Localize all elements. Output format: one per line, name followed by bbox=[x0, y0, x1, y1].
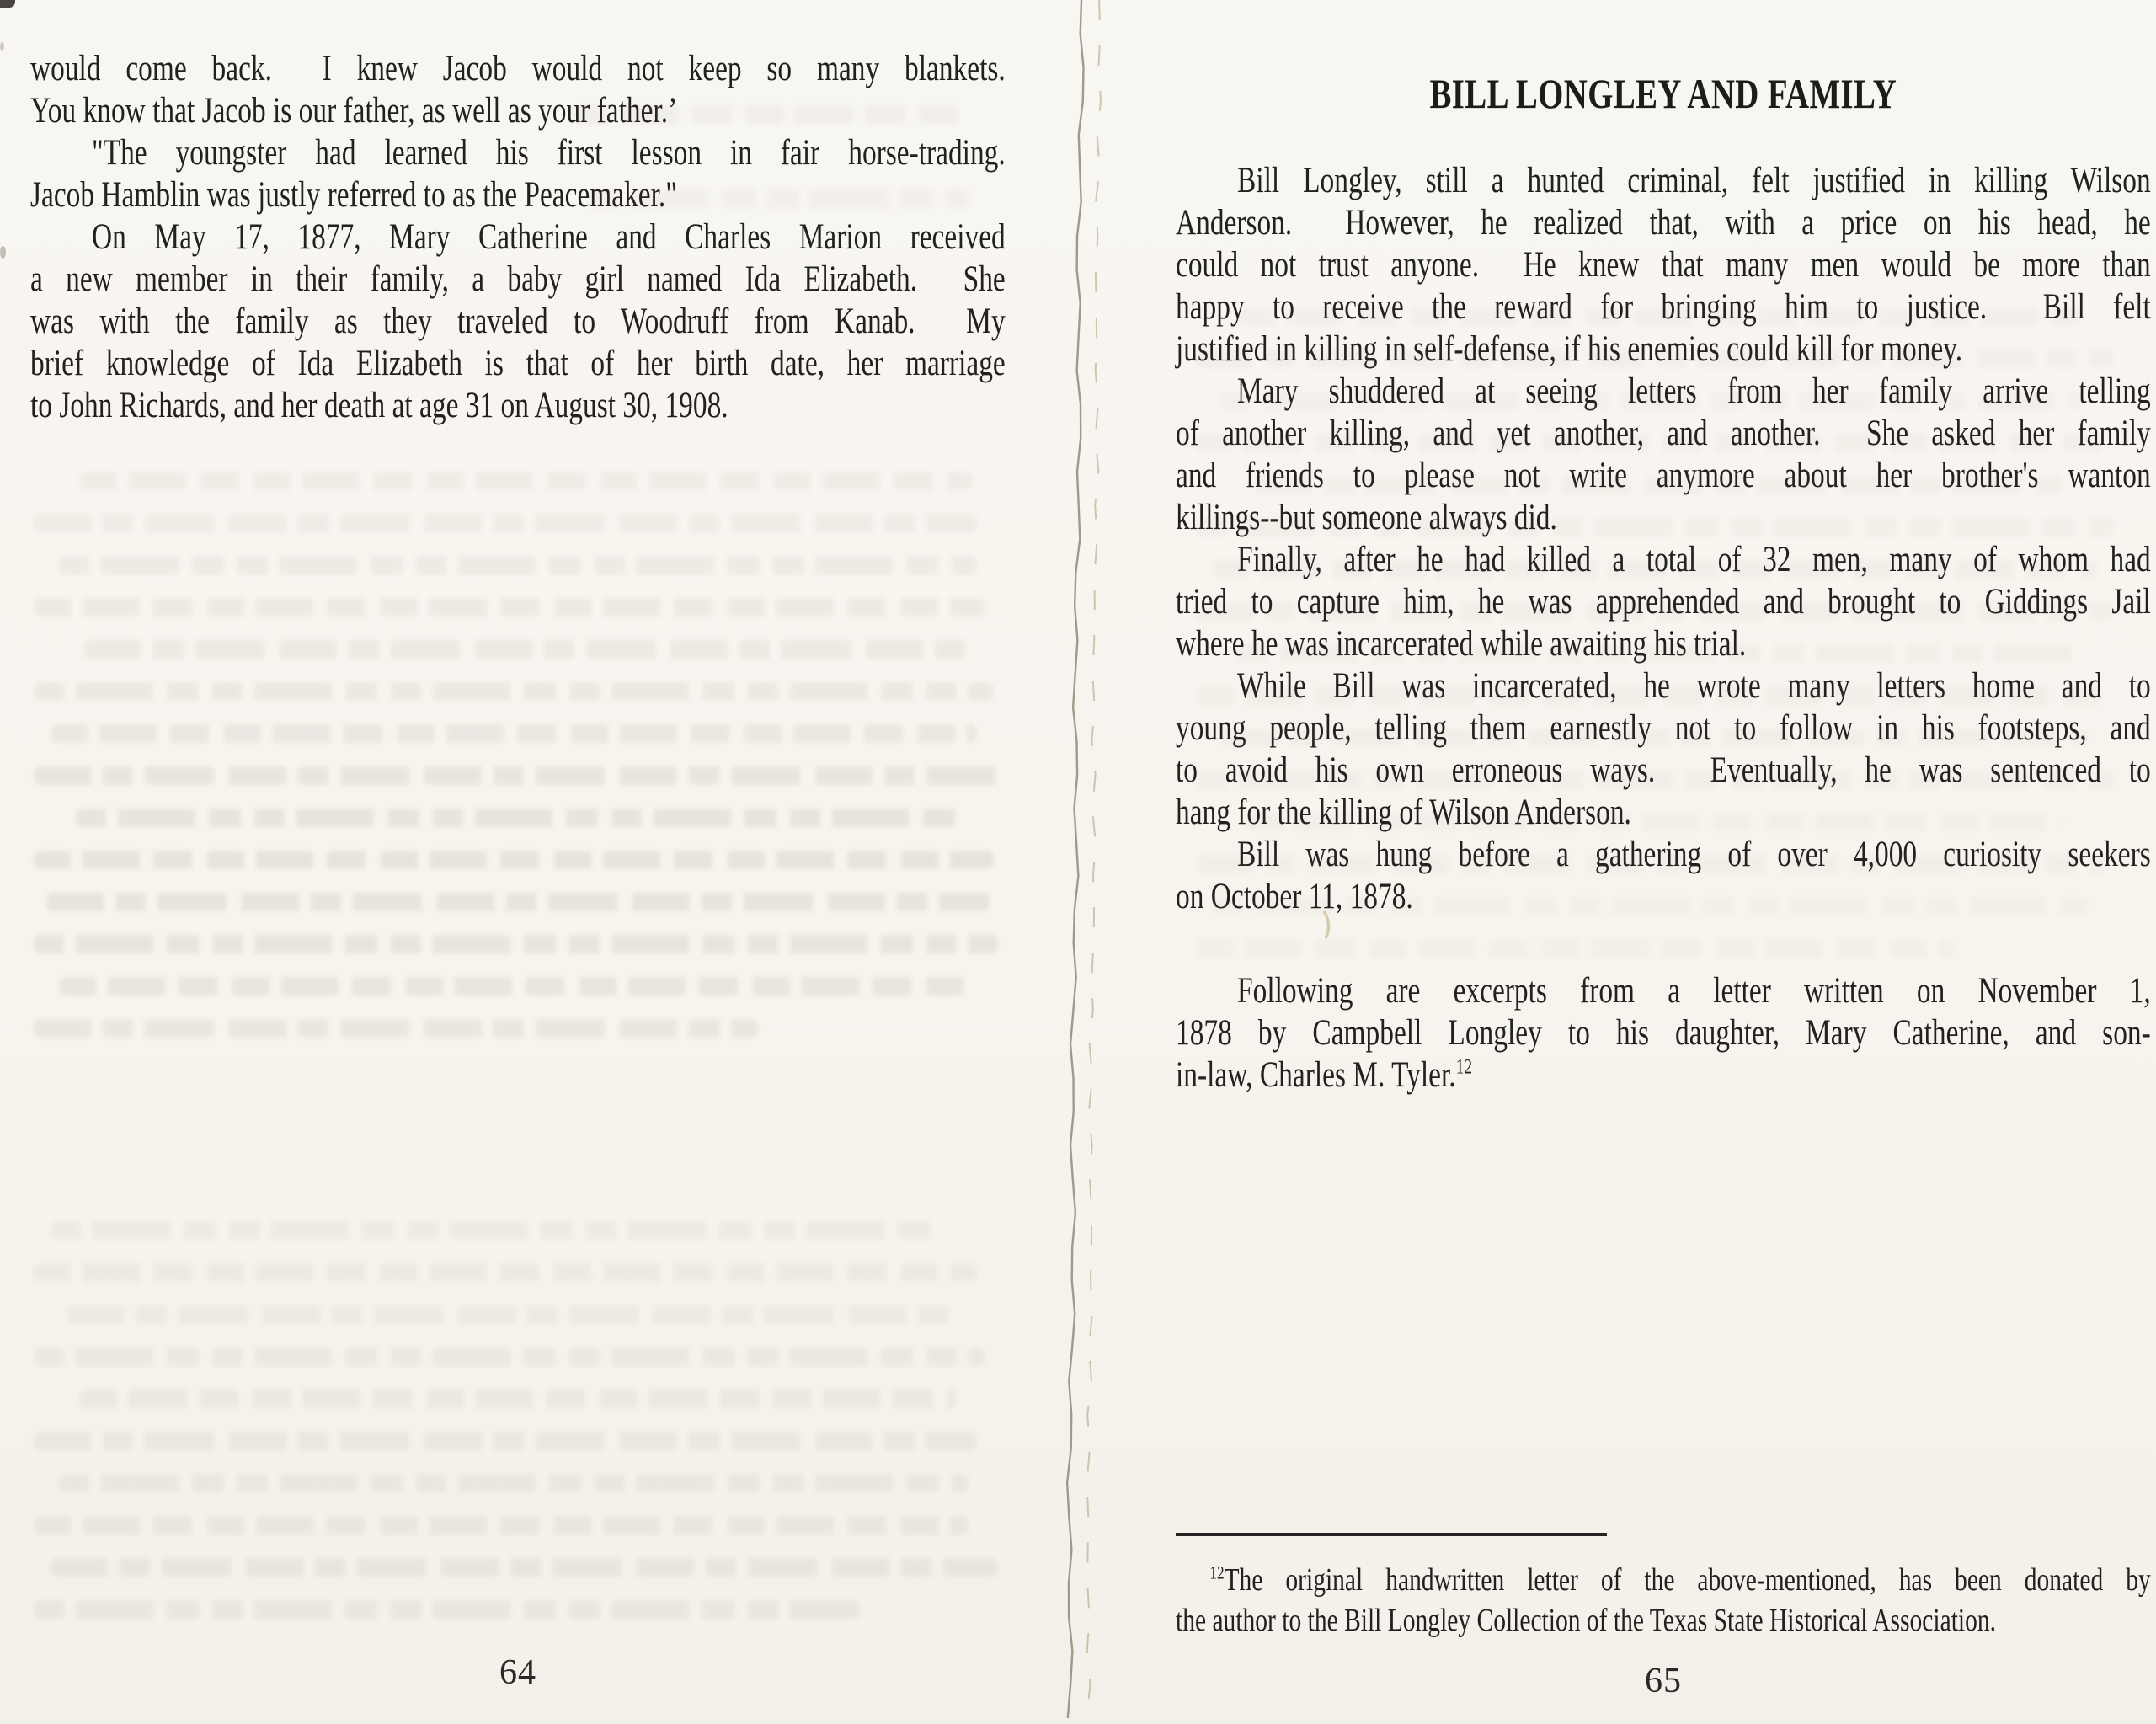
bleedthrough-line bbox=[1196, 434, 2105, 452]
bleedthrough-line bbox=[1238, 644, 2080, 663]
bleedthrough-line bbox=[1213, 560, 2097, 579]
bleedthrough-line bbox=[1196, 855, 2105, 873]
text-line: the author to the Bill Longley Collection of the Texas State Historical Association. bbox=[1176, 1603, 1997, 1638]
bleedthrough-line bbox=[34, 766, 998, 785]
bleedthrough-line bbox=[1221, 392, 2080, 410]
text-line: in-law, Charles M. Tyler.$^{12}$ bbox=[1176, 1055, 1473, 1095]
text-line: on October 11, 1878. bbox=[1176, 877, 1413, 916]
text-line: Anderson. However, he realized that, with a price on his head, he bbox=[1176, 203, 2151, 243]
text-line: Following are excerpts from a letter written on November 1, bbox=[1237, 971, 2151, 1011]
footnote-rule bbox=[1176, 1533, 1607, 1536]
bleedthrough-line bbox=[34, 935, 998, 953]
bleedthrough-line bbox=[1255, 476, 2063, 494]
text-line: of another killing, and yet another, and another. She asked her family bbox=[1176, 414, 2151, 453]
bleedthrough-line bbox=[51, 1221, 935, 1240]
bleedthrough-line bbox=[34, 851, 994, 869]
bleedthrough-line bbox=[1238, 307, 2080, 326]
bleedthrough-line bbox=[67, 1305, 960, 1324]
text-line: would come back. I knew Jacob would not keep so many blankets. bbox=[30, 49, 1006, 88]
bleedthrough-line bbox=[1196, 350, 2114, 368]
paper-speck bbox=[0, 246, 6, 259]
bleedthrough-line bbox=[34, 1600, 859, 1619]
text-line: Finally, after he had killed a total of 32 men, many of whom had bbox=[1237, 540, 2151, 579]
bleedthrough-line bbox=[1246, 813, 2063, 831]
text-line: tried to capture him, he was apprehended and brought to Giddings Jail bbox=[1176, 582, 2151, 622]
text-line: On May 17, 1877, Mary Catherine and Charles Marion received bbox=[92, 217, 1006, 257]
bleedthrough-line bbox=[1213, 897, 2089, 915]
bleedthrough-line bbox=[80, 472, 973, 490]
bleedthrough-line bbox=[59, 556, 977, 574]
bleedthrough-line bbox=[1196, 771, 2114, 789]
page-number-right: 65 bbox=[1645, 1662, 1682, 1700]
footnote-marker: 12 bbox=[1209, 1561, 1225, 1583]
text-line: 1878 by Campbell Longley to his daughter, Mary Catherine, and son- bbox=[1176, 1013, 2151, 1053]
bleedthrough-line bbox=[84, 640, 969, 659]
text-line: happy to receive the reward for bringing him to justice. Bill felt bbox=[1176, 287, 2151, 327]
bleedthrough-line bbox=[80, 1390, 956, 1408]
bleedthrough-line bbox=[34, 1348, 985, 1366]
bleedthrough-line bbox=[34, 1019, 758, 1038]
text-line: killings--but someone always did. bbox=[1176, 498, 1557, 537]
scan-corner-mark bbox=[0, 0, 15, 8]
text-line: to John Richards, and her death at age 31 on August 30, 1908. bbox=[30, 386, 728, 425]
bleedthrough-line bbox=[59, 1474, 969, 1492]
bleedthrough-line bbox=[590, 189, 969, 208]
text-line: Mary shuddered at seeing letters from her family arrive telling bbox=[1237, 371, 2151, 411]
bleedthrough-line bbox=[1196, 939, 1954, 958]
text-line: You know that Jacob is our father, as well as your father.’ bbox=[30, 91, 678, 131]
bleedthrough-line bbox=[59, 977, 969, 995]
bleedthrough-line bbox=[46, 893, 990, 911]
bleedthrough-line bbox=[1196, 518, 2114, 536]
footnote-reference: 12 bbox=[1455, 1055, 1473, 1079]
text-line: a new member in their family, a baby girl named Ida Elizabeth. She bbox=[30, 259, 1006, 299]
bleedthrough-line bbox=[34, 1516, 969, 1535]
bleedthrough-line bbox=[1221, 729, 2089, 747]
page-number-left: 64 bbox=[499, 1653, 536, 1692]
bleedthrough-line bbox=[76, 809, 969, 827]
fold-edge-dark bbox=[1067, 0, 1083, 1718]
text-line: Jacob Hamblin was justly referred to as the Peacemaker." bbox=[30, 175, 677, 215]
bleedthrough-line bbox=[34, 682, 994, 701]
text-line: young people, telling them earnestly not to follow in his footsteps, and bbox=[1176, 708, 2151, 748]
bleedthrough-line bbox=[1196, 602, 2114, 621]
bleedthrough-line bbox=[573, 105, 969, 124]
text-line: "The youngster had learned his first lesson in fair horse-trading. bbox=[92, 133, 1006, 173]
fold-edge-light bbox=[1086, 0, 1101, 1718]
text-line: Bill Longley, still a hunted criminal, felt justified in killing Wilson bbox=[1237, 161, 2151, 200]
bleedthrough-line bbox=[34, 598, 985, 616]
text-line: hang for the killing of Wilson Anderson. bbox=[1176, 793, 1631, 832]
text-line: was with the family as they traveled to Woodruff from Kanab. My bbox=[30, 302, 1006, 341]
text-line: $^{12}$The original handwritten letter of the above-mentioned, has been donated by bbox=[1209, 1561, 2151, 1598]
bleedthrough-line bbox=[51, 1558, 998, 1577]
text-line: Bill was hung before a gathering of over 4,000 curiosity seekers bbox=[1237, 835, 2151, 874]
text-line: where he was incarcerated while awaiting his trial. bbox=[1176, 624, 1747, 664]
paper-speck bbox=[0, 42, 4, 51]
footnote bbox=[1176, 1560, 2153, 1641]
bleedthrough-line bbox=[51, 724, 977, 743]
bleedthrough-line bbox=[34, 514, 977, 532]
text-line: brief knowledge of Ida Elizabeth is that of her birth date, her marriage bbox=[30, 344, 1006, 383]
bleedthrough-line bbox=[34, 1263, 977, 1282]
bleedthrough-line bbox=[34, 1432, 977, 1450]
text-line: justified in killing in self-defense, if his enemies could kill for money. bbox=[1176, 329, 1963, 369]
text-line: While Bill was incarcerated, he wrote many letters home and to bbox=[1237, 666, 2151, 706]
text-line: to avoid his own erroneous ways. Eventually, he was sentenced to bbox=[1176, 750, 2151, 790]
text-line: could not trust anyone. He knew that many men would be more than bbox=[1176, 245, 2151, 285]
text-line: and friends to please not write anymore about her brother's wanton bbox=[1176, 456, 2151, 495]
chapter-title: BILL LONGLEY AND FAMILY bbox=[1429, 70, 1897, 117]
bleedthrough-line bbox=[1196, 686, 2105, 705]
